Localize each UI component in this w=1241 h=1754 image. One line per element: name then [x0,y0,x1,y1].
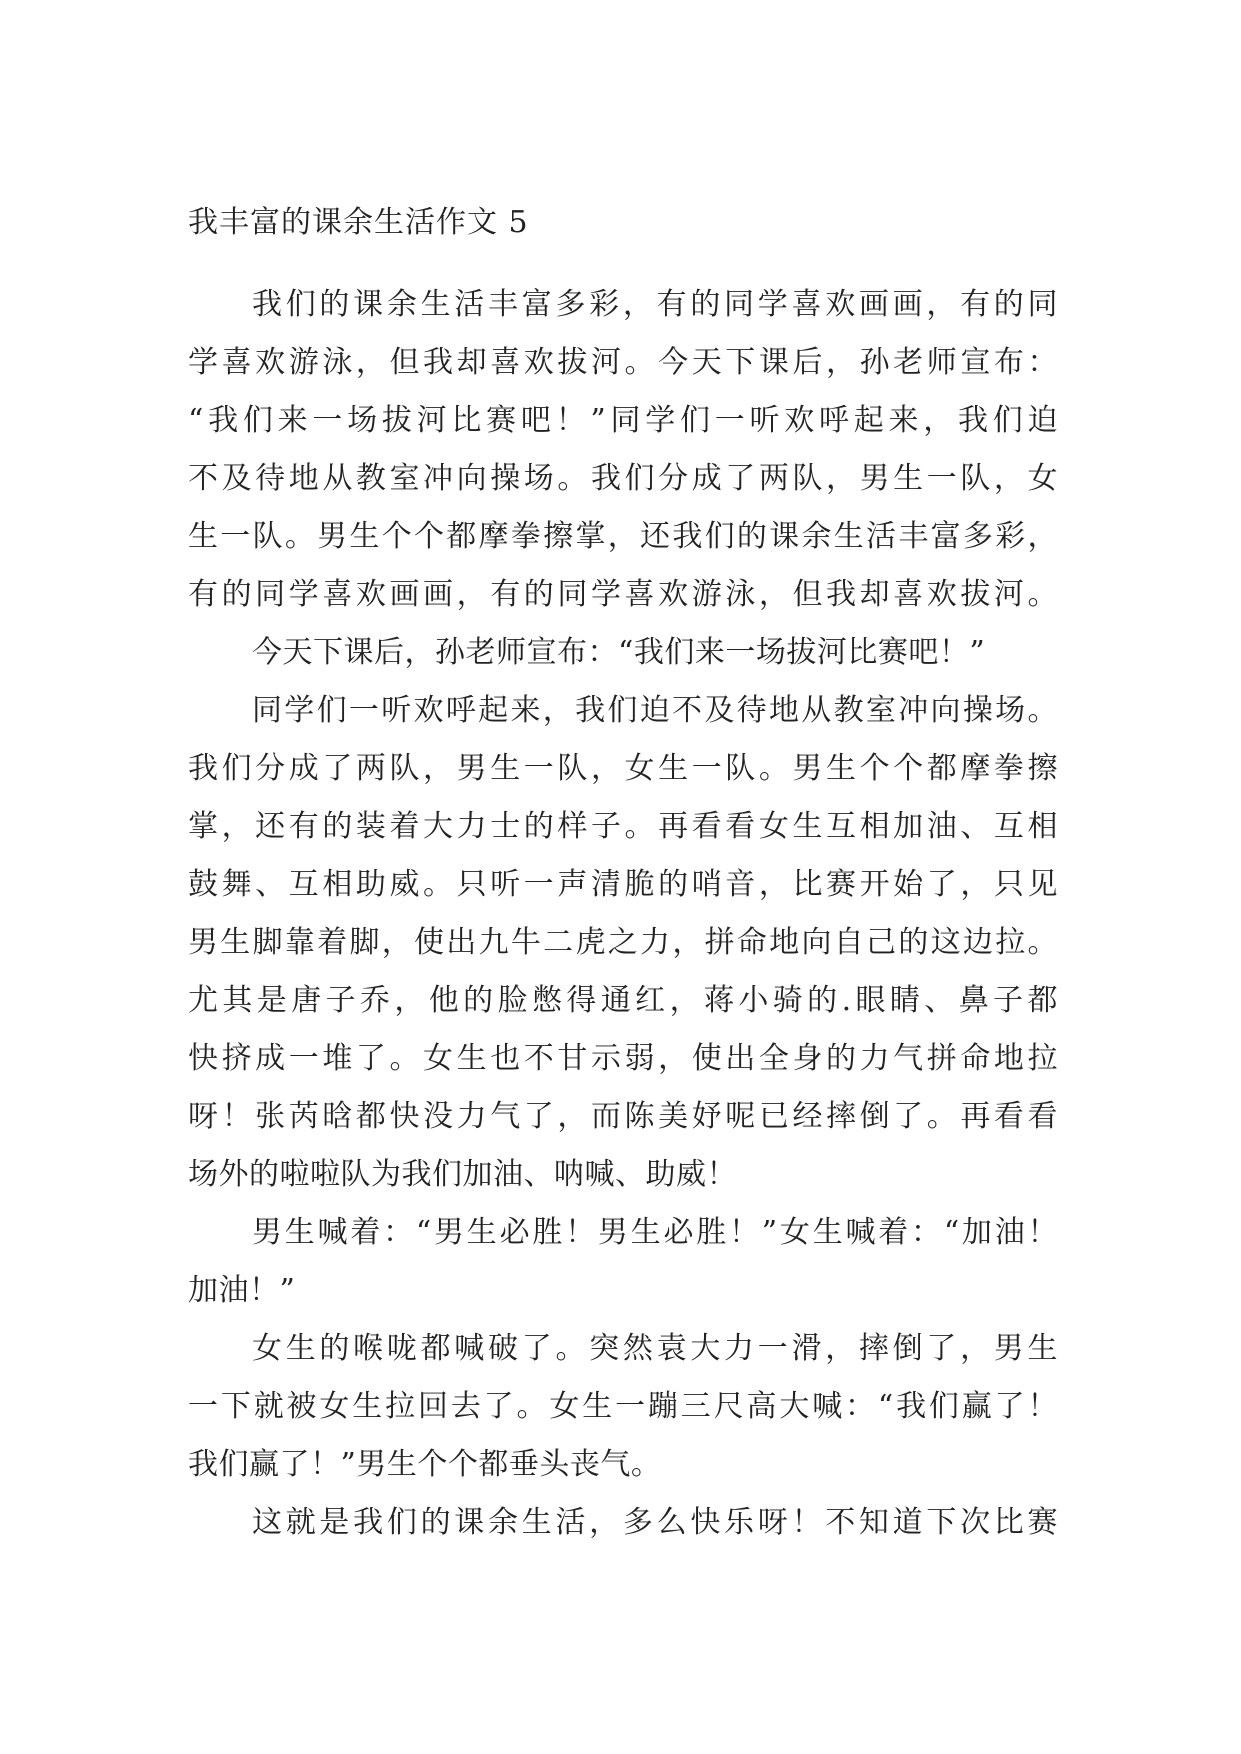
paragraph-line: 我们赢了！”男生个个都垂头丧气。 [188,1447,662,1482]
paragraph-line: 一下就被女生拉回去了。女生一蹦三尺高大喊：“我们赢了！ [188,1389,1058,1424]
paragraph-line: 快挤成一堆了。女生也不甘示弱，使出全身的力气拼命地拉 [188,1041,1058,1076]
paragraph-line: 鼓舞、互相助威。只听一声清脆的哨音，比赛开始了，只见 [188,867,1058,902]
paragraph-line: 我们分成了两队，男生一队，女生一队。男生个个都摩拳擦 [188,751,1058,786]
paragraph-line: 尤其是唐子乔，他的脸憋得通红，蒋小骑的.眼睛、鼻子都 [188,983,1058,1018]
paragraph-line: 女生的喉咙都喊破了。突然袁大力一滑，摔倒了，男生 [252,1331,1058,1366]
paragraph-line: 生一队。男生个个都摩拳擦掌，还我们的课余生活丰富多彩， [188,519,1058,554]
paragraph-line: 我们的课余生活丰富多彩，有的同学喜欢画画，有的同 [252,287,1058,322]
document-title: 我丰富的课余生活作文 5 [188,205,529,240]
paragraph-line: 场外的啦啦队为我们加油、呐喊、助威！ [188,1157,737,1192]
paragraph-line: 呀！张芮晗都快没力气了，而陈美妤呢已经摔倒了。再看看 [188,1099,1058,1134]
paragraph-line: 男生喊着：“男生必胜！男生必胜！”女生喊着：“加油！ [252,1215,1058,1250]
paragraph-line: 加油！” [188,1273,296,1308]
paragraph-line: 男生脚靠着脚，使出九牛二虎之力，拼命地向自己的这边拉。 [188,925,1058,960]
paragraph-line: 这就是我们的课余生活，多么快乐呀！不知道下次比赛 [252,1505,1058,1540]
paragraph-line: 有的同学喜欢画画，有的同学喜欢游泳，但我却喜欢拔河。 [188,577,1058,612]
paragraph-line: 掌，还有的装着大力士的样子。再看看女生互相加油、互相 [188,809,1058,844]
paragraph-line: 今天下课后，孙老师宣布：“我们来一场拔河比赛吧！” [252,635,986,670]
document-body [188,276,1058,1552]
paragraph-line: 同学们一听欢呼起来，我们迫不及待地从教室冲向操场。 [252,693,1058,728]
paragraph-line: 不及待地从教室冲向操场。我们分成了两队，男生一队，女 [188,461,1058,496]
paragraph-line: “我们来一场拔河比赛吧！”同学们一听欢呼起来，我们迫 [188,403,1058,438]
paragraph-line: 学喜欢游泳，但我却喜欢拔河。今天下课后，孙老师宣布： [188,345,1058,380]
